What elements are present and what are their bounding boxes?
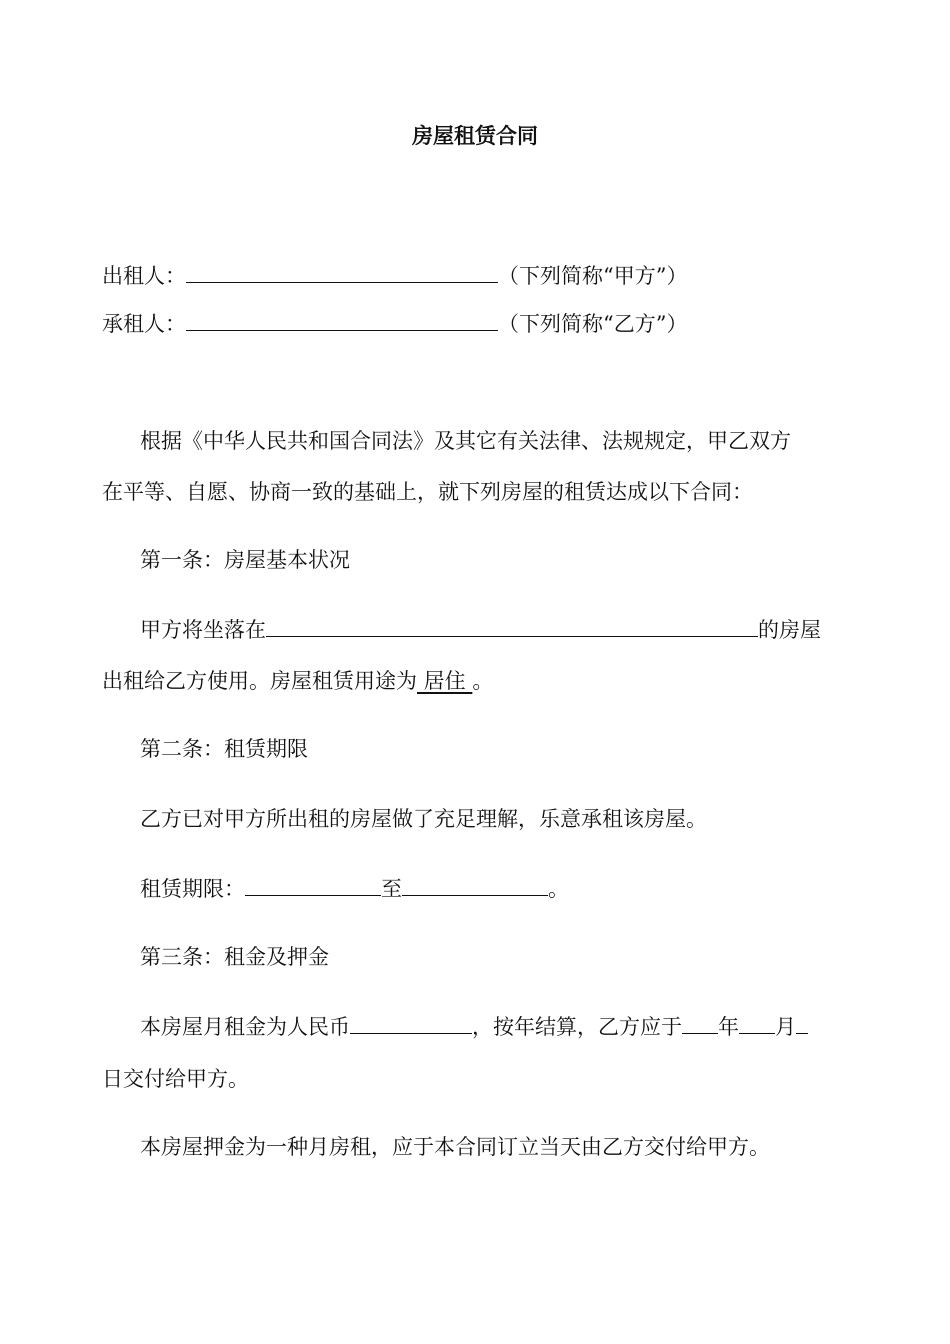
lease-end-blank[interactable] [402, 875, 548, 896]
deposit-line: 本房屋押金为一种月房租，应于本合同订立当天由乙方交付给甲方。 [140, 1135, 770, 1159]
article1-heading: 第一条：房屋基本状况 [140, 548, 350, 572]
article3-heading: 第三条：租金及押金 [140, 945, 329, 969]
article2-text: 乙方已对甲方所出租的房屋做了充足理解，乐意承租该房屋。 [140, 807, 707, 831]
article2-heading: 第二条：租赁期限 [140, 737, 308, 761]
preamble-line-1: 根据《中华人民共和国合同法》及其它有关法律、法规规定，甲乙双方 [140, 429, 791, 453]
article1-location-line [140, 616, 821, 644]
location-blank[interactable] [266, 616, 758, 637]
lessee-label: 承租人： [102, 312, 186, 336]
location-prefix: 甲方将坐落在 [140, 618, 266, 642]
lease-period-line [140, 875, 569, 903]
document-title: 房屋租赁合同 [412, 124, 538, 148]
article1-purpose-line [102, 667, 493, 695]
rent-line-1 [140, 1013, 808, 1041]
rent-prefix: 本房屋月租金为人民币 [140, 1015, 350, 1039]
month-label: 月 [775, 1015, 796, 1039]
purpose-prefix: 出租给乙方使用。房屋租赁用途为 [102, 669, 417, 693]
preamble-line-2: 在平等、自愿、协商一致的基础上，就下列房屋的租赁达成以下合同： [102, 480, 753, 504]
lease-start-blank[interactable] [245, 875, 381, 896]
lease-period-label: 租赁期限： [140, 877, 245, 901]
lessee-blank[interactable] [186, 310, 498, 331]
pay-year-blank[interactable] [682, 1013, 718, 1034]
purpose-suffix: 。 [472, 669, 494, 693]
pay-month-blank[interactable] [739, 1013, 775, 1034]
rent-middle: ，按年结算，乙方应于 [472, 1015, 682, 1039]
lessor-blank[interactable] [186, 262, 498, 283]
location-suffix: 的房屋 [758, 618, 821, 642]
pay-day-blank[interactable] [796, 1013, 808, 1034]
lease-period-to: 至 [381, 877, 402, 901]
rent-amount-blank[interactable] [350, 1013, 472, 1034]
lease-period-end: 。 [548, 877, 569, 901]
rent-line-2: 日交付给甲方。 [102, 1067, 249, 1091]
lessor-note: （下列简称“甲方”） [498, 264, 688, 288]
lessee-line [102, 310, 687, 338]
purpose-value[interactable]: 居住 [417, 669, 473, 693]
year-label: 年 [718, 1015, 739, 1039]
lessee-note: （下列简称“乙方”） [498, 312, 688, 336]
lessor-label: 出租人： [102, 264, 186, 288]
lessor-line [102, 262, 687, 290]
